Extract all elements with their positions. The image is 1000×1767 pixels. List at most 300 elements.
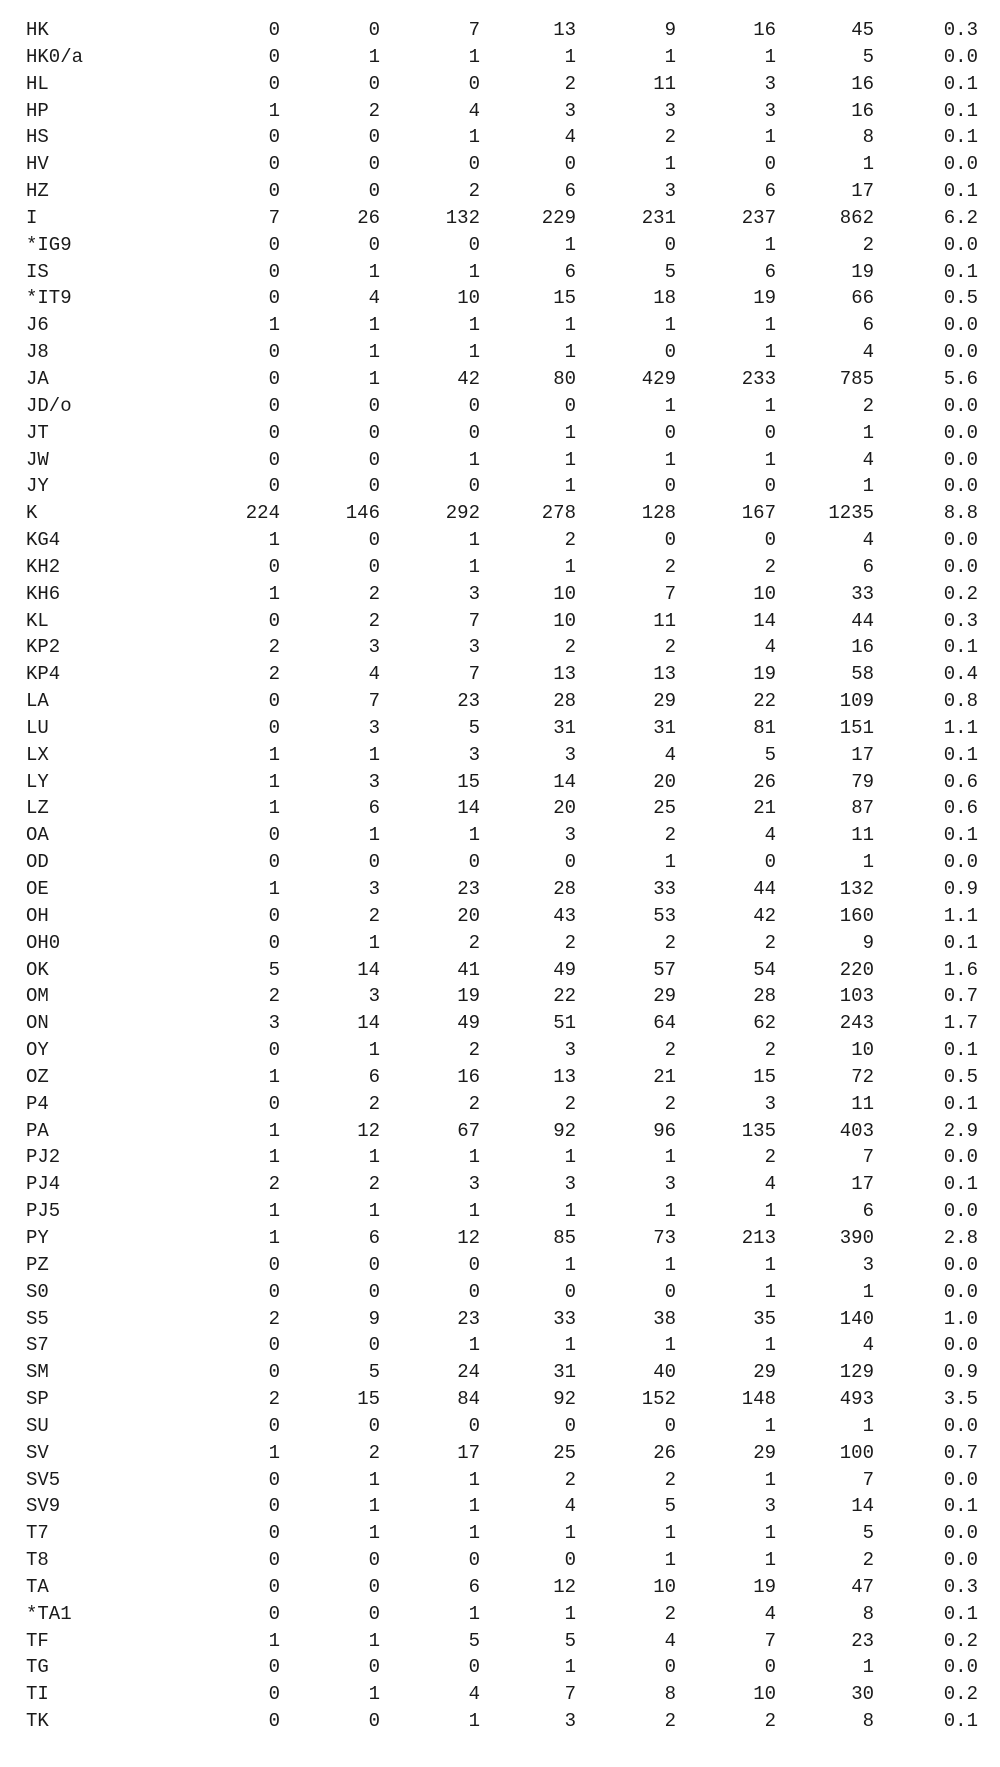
- count-cell: 2: [664, 1710, 676, 1733]
- table-row: [0, 1574, 1000, 1601]
- count-cell: 2: [664, 126, 676, 149]
- count-cell: 29: [653, 690, 676, 713]
- count-cell: 1: [268, 1441, 280, 1464]
- count-cell: 0: [368, 555, 380, 578]
- total-cell: 19: [851, 260, 874, 283]
- prefix-cell: ON: [26, 1012, 49, 1035]
- count-cell: 10: [553, 609, 576, 632]
- count-cell: 0: [268, 1575, 280, 1598]
- count-cell: 9: [664, 19, 676, 41]
- percent-cell: 0.2: [943, 1683, 978, 1706]
- table-row: [0, 1118, 1000, 1145]
- count-cell: 1: [764, 1280, 776, 1303]
- count-cell: 0: [268, 72, 280, 95]
- count-cell: 49: [553, 958, 576, 981]
- count-cell: 2: [564, 636, 576, 659]
- count-cell: 6: [564, 260, 576, 283]
- count-cell: 4: [368, 663, 380, 686]
- count-cell: 42: [457, 367, 480, 390]
- count-cell: 1: [764, 448, 776, 471]
- count-cell: 3: [764, 99, 776, 122]
- prefix-cell: PJ5: [26, 1200, 61, 1223]
- percent-cell: 0.1: [943, 260, 978, 283]
- count-cell: 237: [741, 206, 776, 229]
- count-cell: 17: [457, 1441, 480, 1464]
- table-row: [0, 1279, 1000, 1306]
- count-cell: 2: [564, 529, 576, 552]
- prefix-cell: HL: [26, 72, 49, 95]
- table-row: [0, 1225, 1000, 1252]
- count-cell: 2: [764, 1146, 776, 1169]
- count-cell: 3: [764, 1092, 776, 1115]
- count-cell: 0: [368, 1602, 380, 1625]
- count-cell: 0: [268, 45, 280, 68]
- count-cell: 6: [368, 1226, 380, 1249]
- count-cell: 0: [268, 19, 280, 41]
- table-row: [0, 1198, 1000, 1225]
- prefix-cell: TF: [26, 1629, 49, 1652]
- total-cell: 7: [862, 1468, 874, 1491]
- count-cell: 2: [468, 180, 480, 203]
- count-cell: 14: [553, 770, 576, 793]
- count-cell: 0: [268, 1549, 280, 1572]
- table-row: [0, 688, 1000, 715]
- table-row: [0, 259, 1000, 286]
- count-cell: 14: [753, 609, 776, 632]
- table-row: [0, 1467, 1000, 1494]
- count-cell: 0: [268, 1361, 280, 1384]
- percent-cell: 0.1: [943, 931, 978, 954]
- total-cell: 1: [862, 421, 874, 444]
- total-cell: 14: [851, 1495, 874, 1518]
- count-cell: 15: [357, 1388, 380, 1411]
- percent-cell: 0.0: [943, 1334, 978, 1357]
- percent-cell: 0.0: [943, 1253, 978, 1276]
- count-cell: 0: [268, 1602, 280, 1625]
- count-cell: 0: [268, 260, 280, 283]
- count-cell: 2: [664, 1602, 676, 1625]
- count-cell: 0: [368, 1549, 380, 1572]
- count-cell: 31: [553, 716, 576, 739]
- count-cell: 1: [468, 824, 480, 847]
- count-cell: 1: [268, 1146, 280, 1169]
- count-cell: 5: [564, 1629, 576, 1652]
- prefix-cell: S7: [26, 1334, 49, 1357]
- table-row: [0, 1708, 1000, 1735]
- percent-cell: 2.8: [943, 1226, 978, 1249]
- total-cell: 87: [851, 797, 874, 820]
- count-cell: 146: [345, 502, 380, 525]
- count-cell: 2: [268, 663, 280, 686]
- count-cell: 1: [468, 1146, 480, 1169]
- total-cell: 10: [851, 1039, 874, 1062]
- percent-cell: 0.0: [943, 1656, 978, 1679]
- percent-cell: 1.6: [943, 958, 978, 981]
- table-row: [0, 1010, 1000, 1037]
- total-cell: 17: [851, 743, 874, 766]
- count-cell: 80: [553, 367, 576, 390]
- count-cell: 92: [553, 1388, 576, 1411]
- percent-cell: 0.0: [943, 314, 978, 337]
- table-row: [0, 366, 1000, 393]
- total-cell: 8: [862, 1602, 874, 1625]
- table-row: [0, 1144, 1000, 1171]
- count-cell: 2: [268, 636, 280, 659]
- count-cell: 167: [741, 502, 776, 525]
- prefix-cell: OD: [26, 851, 49, 874]
- table-row: [0, 312, 1000, 339]
- count-cell: 2: [764, 931, 776, 954]
- table-row: [0, 124, 1000, 151]
- count-cell: 0: [368, 851, 380, 874]
- count-cell: 1: [664, 1146, 676, 1169]
- prefix-cell: JT: [26, 421, 49, 444]
- count-cell: 20: [457, 904, 480, 927]
- total-cell: 220: [839, 958, 874, 981]
- count-cell: 43: [553, 904, 576, 927]
- count-cell: 0: [564, 1549, 576, 1572]
- percent-cell: 0.0: [943, 851, 978, 874]
- total-cell: 16: [851, 72, 874, 95]
- count-cell: 0: [368, 72, 380, 95]
- percent-cell: 0.0: [943, 421, 978, 444]
- count-cell: 1: [664, 448, 676, 471]
- total-cell: 6: [862, 1200, 874, 1223]
- count-cell: 0: [368, 153, 380, 176]
- count-cell: 23: [457, 878, 480, 900]
- count-cell: 13: [653, 663, 676, 686]
- table-row: [0, 769, 1000, 796]
- percent-cell: 0.1: [943, 743, 978, 766]
- total-cell: 4: [862, 448, 874, 471]
- count-cell: 1: [564, 233, 576, 256]
- count-cell: 0: [564, 851, 576, 874]
- count-cell: 2: [564, 931, 576, 954]
- count-cell: 1: [368, 1039, 380, 1062]
- count-cell: 1: [368, 1468, 380, 1491]
- table-row: [0, 178, 1000, 205]
- count-cell: 4: [664, 743, 676, 766]
- count-cell: 3: [268, 1012, 280, 1035]
- count-cell: 0: [368, 475, 380, 498]
- count-cell: 0: [268, 341, 280, 364]
- percent-cell: 0.0: [943, 1522, 978, 1545]
- count-cell: 15: [457, 770, 480, 793]
- table-row: [0, 1064, 1000, 1091]
- total-cell: 72: [851, 1065, 874, 1088]
- total-cell: 151: [839, 716, 874, 739]
- count-cell: 0: [268, 394, 280, 417]
- count-cell: 1: [764, 1334, 776, 1357]
- count-cell: 40: [653, 1361, 676, 1384]
- count-cell: 0: [764, 529, 776, 552]
- table-row: [0, 393, 1000, 420]
- percent-cell: 0.0: [943, 45, 978, 68]
- count-cell: 10: [753, 1683, 776, 1706]
- percent-cell: 6.2: [943, 206, 978, 229]
- count-cell: 15: [553, 287, 576, 310]
- prefix-cell: SV5: [26, 1468, 61, 1491]
- count-cell: 18: [653, 287, 676, 310]
- count-cell: 7: [368, 690, 380, 713]
- count-cell: 1: [268, 314, 280, 337]
- count-cell: 2: [368, 609, 380, 632]
- prefix-cell: K: [26, 502, 38, 525]
- count-cell: 19: [753, 663, 776, 686]
- percent-cell: 0.1: [943, 99, 978, 122]
- count-cell: 0: [268, 851, 280, 874]
- count-cell: 0: [268, 904, 280, 927]
- count-cell: 1: [564, 448, 576, 471]
- count-cell: 3: [368, 770, 380, 793]
- table-row: [0, 527, 1000, 554]
- percent-cell: 0.0: [943, 394, 978, 417]
- count-cell: 1: [368, 1495, 380, 1518]
- count-cell: 33: [553, 1307, 576, 1330]
- count-cell: 22: [753, 690, 776, 713]
- count-cell: 20: [653, 770, 676, 793]
- count-cell: 7: [468, 19, 480, 41]
- count-cell: 0: [268, 1280, 280, 1303]
- percent-cell: 0.7: [943, 985, 978, 1008]
- count-cell: 0: [368, 394, 380, 417]
- total-cell: 132: [839, 878, 874, 900]
- count-cell: 14: [457, 797, 480, 820]
- percent-cell: 0.3: [943, 1575, 978, 1598]
- table-row: [0, 420, 1000, 447]
- table-row: [0, 1386, 1000, 1413]
- prefix-cell: HZ: [26, 180, 49, 203]
- count-cell: 1: [468, 1602, 480, 1625]
- table-row: [0, 849, 1000, 876]
- count-cell: 2: [268, 1173, 280, 1196]
- count-cell: 29: [653, 985, 676, 1008]
- table-row: [0, 1654, 1000, 1681]
- table-row: [0, 930, 1000, 957]
- count-cell: 29: [753, 1441, 776, 1464]
- total-cell: 6: [862, 314, 874, 337]
- count-cell: 2: [368, 1173, 380, 1196]
- count-cell: 231: [641, 206, 676, 229]
- count-cell: 0: [268, 233, 280, 256]
- total-cell: 8: [862, 126, 874, 149]
- count-cell: 21: [653, 1065, 676, 1088]
- table-row: [0, 1332, 1000, 1359]
- count-cell: 0: [764, 153, 776, 176]
- count-cell: 1: [468, 1468, 480, 1491]
- count-cell: 3: [468, 743, 480, 766]
- prefix-cell: TG: [26, 1656, 49, 1679]
- count-cell: 3: [468, 636, 480, 659]
- count-cell: 7: [468, 663, 480, 686]
- prefix-cell: HS: [26, 126, 49, 149]
- count-cell: 42: [753, 904, 776, 927]
- percent-cell: 1.7: [943, 1012, 978, 1035]
- count-cell: 0: [268, 1092, 280, 1115]
- count-cell: 2: [764, 555, 776, 578]
- count-cell: 0: [268, 126, 280, 149]
- count-cell: 96: [653, 1119, 676, 1142]
- prefix-cell: SM: [26, 1361, 49, 1384]
- total-cell: 2: [862, 233, 874, 256]
- count-cell: 0: [664, 341, 676, 364]
- prefix-cell: KL: [26, 609, 49, 632]
- count-cell: 21: [753, 797, 776, 820]
- count-cell: 11: [653, 72, 676, 95]
- total-cell: 11: [851, 824, 874, 847]
- percent-cell: 2.9: [943, 1119, 978, 1142]
- table-row: [0, 500, 1000, 527]
- total-cell: 1235: [828, 502, 874, 525]
- count-cell: 26: [357, 206, 380, 229]
- count-cell: 0: [268, 421, 280, 444]
- total-cell: 3: [862, 1253, 874, 1276]
- prefix-cell: OA: [26, 824, 49, 847]
- total-cell: 493: [839, 1388, 874, 1411]
- percent-cell: 0.1: [943, 1173, 978, 1196]
- percent-cell: 0.1: [943, 1039, 978, 1062]
- count-cell: 49: [457, 1012, 480, 1035]
- prefix-cell: KH2: [26, 555, 61, 578]
- count-cell: 0: [468, 1549, 480, 1572]
- count-cell: 4: [468, 1683, 480, 1706]
- prefix-cell: OZ: [26, 1065, 49, 1088]
- prefix-cell: OE: [26, 878, 49, 900]
- percent-cell: 0.1: [943, 824, 978, 847]
- table-row: [0, 876, 1000, 903]
- count-cell: 20: [553, 797, 576, 820]
- count-cell: 1: [268, 878, 280, 900]
- count-cell: 0: [268, 287, 280, 310]
- count-cell: 0: [468, 1656, 480, 1679]
- count-cell: 6: [368, 1065, 380, 1088]
- count-cell: 0: [368, 180, 380, 203]
- count-cell: 0: [764, 851, 776, 874]
- count-cell: 29: [753, 1361, 776, 1384]
- count-cell: 1: [764, 1549, 776, 1572]
- count-cell: 3: [564, 824, 576, 847]
- percent-cell: 0.0: [943, 1280, 978, 1303]
- count-cell: 4: [764, 1602, 776, 1625]
- count-cell: 0: [368, 421, 380, 444]
- count-cell: 10: [553, 582, 576, 605]
- count-cell: 135: [741, 1119, 776, 1142]
- count-cell: 0: [664, 1414, 676, 1437]
- percent-cell: 0.0: [943, 448, 978, 471]
- count-cell: 0: [664, 529, 676, 552]
- count-cell: 1: [764, 233, 776, 256]
- count-cell: 0: [468, 1414, 480, 1437]
- count-cell: 5: [468, 716, 480, 739]
- table-row: [0, 1547, 1000, 1574]
- count-cell: 31: [553, 1361, 576, 1384]
- count-cell: 13: [553, 1065, 576, 1088]
- count-cell: 1: [564, 1602, 576, 1625]
- total-cell: 2: [862, 394, 874, 417]
- count-cell: 0: [268, 716, 280, 739]
- count-cell: 0: [268, 1253, 280, 1276]
- count-cell: 0: [468, 1280, 480, 1303]
- count-cell: 292: [445, 502, 480, 525]
- count-cell: 1: [468, 529, 480, 552]
- count-cell: 0: [764, 1656, 776, 1679]
- percent-cell: 0.0: [943, 1414, 978, 1437]
- count-cell: 1: [564, 1334, 576, 1357]
- count-cell: 4: [468, 99, 480, 122]
- count-cell: 0: [468, 233, 480, 256]
- count-cell: 0: [564, 1414, 576, 1437]
- prefix-cell: OM: [26, 985, 49, 1008]
- percent-cell: 0.1: [943, 72, 978, 95]
- count-cell: 0: [268, 1683, 280, 1706]
- count-cell: 3: [468, 582, 480, 605]
- percent-cell: 3.5: [943, 1388, 978, 1411]
- count-cell: 2: [368, 1092, 380, 1115]
- total-cell: 100: [839, 1441, 874, 1464]
- count-cell: 2: [564, 1092, 576, 1115]
- count-cell: 67: [457, 1119, 480, 1142]
- total-cell: 243: [839, 1012, 874, 1035]
- count-cell: 10: [753, 582, 776, 605]
- count-cell: 6: [468, 1575, 480, 1598]
- count-cell: 1: [468, 448, 480, 471]
- count-cell: 0: [368, 448, 380, 471]
- prefix-cell: J6: [26, 314, 49, 337]
- table-row: [0, 339, 1000, 366]
- total-cell: 1: [862, 1280, 874, 1303]
- total-cell: 1: [862, 153, 874, 176]
- count-cell: 3: [564, 99, 576, 122]
- count-cell: 0: [664, 475, 676, 498]
- count-cell: 1: [564, 45, 576, 68]
- prefix-cell: LY: [26, 770, 49, 793]
- prefix-cell: LX: [26, 743, 49, 766]
- count-cell: 7: [468, 609, 480, 632]
- total-cell: 66: [851, 287, 874, 310]
- count-cell: 25: [553, 1441, 576, 1464]
- prefix-cell: T7: [26, 1522, 49, 1545]
- count-cell: 1: [268, 1226, 280, 1249]
- table-row: [0, 205, 1000, 232]
- percent-cell: 1.1: [943, 716, 978, 739]
- total-cell: 1: [862, 851, 874, 874]
- count-cell: 1: [268, 770, 280, 793]
- percent-cell: 0.0: [943, 555, 978, 578]
- count-cell: 15: [753, 1065, 776, 1088]
- count-cell: 6: [564, 180, 576, 203]
- table-row: [0, 715, 1000, 742]
- prefix-cell: TA: [26, 1575, 49, 1598]
- count-cell: 28: [553, 878, 576, 900]
- count-cell: 0: [468, 851, 480, 874]
- count-cell: 19: [753, 287, 776, 310]
- count-cell: 1: [664, 45, 676, 68]
- count-cell: 1: [664, 314, 676, 337]
- count-cell: 0: [268, 367, 280, 390]
- count-cell: 0: [468, 153, 480, 176]
- prefix-cell: HV: [26, 153, 49, 176]
- table-row: [0, 661, 1000, 688]
- count-cell: 5: [368, 1361, 380, 1384]
- count-cell: 2: [664, 555, 676, 578]
- count-cell: 16: [457, 1065, 480, 1088]
- count-cell: 1: [368, 260, 380, 283]
- total-cell: 129: [839, 1361, 874, 1384]
- count-cell: 73: [653, 1226, 676, 1249]
- count-cell: 81: [753, 716, 776, 739]
- count-cell: 1: [368, 1200, 380, 1223]
- total-cell: 4: [862, 341, 874, 364]
